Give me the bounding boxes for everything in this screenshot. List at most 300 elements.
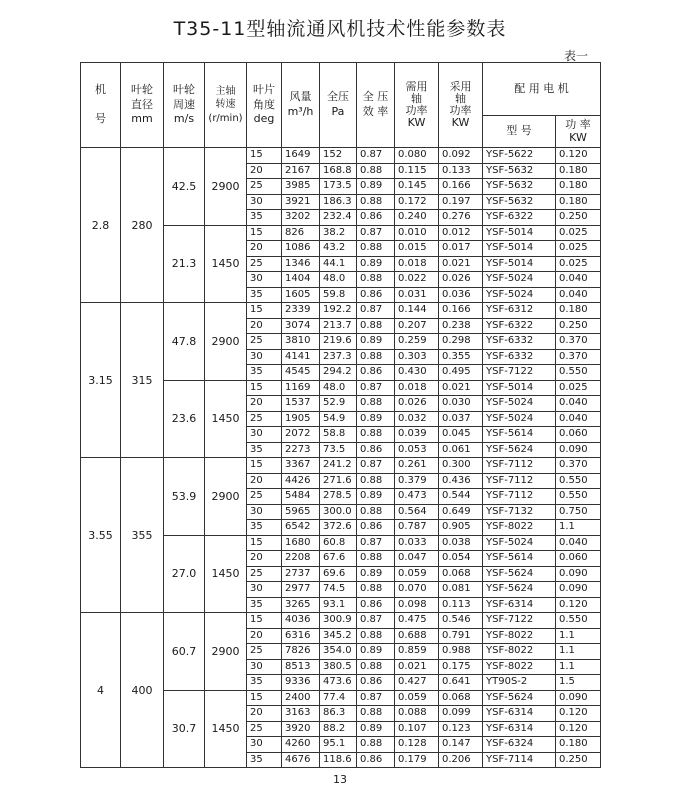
required-power-cell: 0.115 xyxy=(395,163,439,179)
blade-angle-cell: 15 xyxy=(247,303,282,319)
motor-power-cell: 0.120 xyxy=(556,706,601,722)
motor-power-cell: 0.180 xyxy=(556,194,601,210)
motor-power-cell: 0.040 xyxy=(556,396,601,412)
shaft-speed-cell: 2900 xyxy=(205,613,247,691)
motor-model-cell: YSF-6322 xyxy=(483,318,556,334)
shaft-speed-cell: 2900 xyxy=(205,458,247,536)
shaft-speed-cell: 1450 xyxy=(205,690,247,768)
motor-model-cell: YSF-6314 xyxy=(483,706,556,722)
impeller-diameter-cell: 280 xyxy=(121,148,164,303)
blade-angle-cell: 20 xyxy=(247,628,282,644)
motor-power-cell: 0.370 xyxy=(556,458,601,474)
air-volume-cell: 826 xyxy=(282,225,320,241)
blade-angle-cell: 15 xyxy=(247,690,282,706)
tip-speed-cell: 21.3 xyxy=(164,225,205,303)
adopted-power-cell: 0.276 xyxy=(439,210,483,226)
motor-model-cell: YSF-6312 xyxy=(483,303,556,319)
efficiency-cell: 0.88 xyxy=(357,628,395,644)
total-pressure-cell: 69.6 xyxy=(320,566,357,582)
air-volume-cell: 3921 xyxy=(282,194,320,210)
adopted-power-cell: 0.026 xyxy=(439,272,483,288)
shaft-speed-cell: 1450 xyxy=(205,535,247,613)
efficiency-cell: 0.88 xyxy=(357,659,395,675)
blade-angle-cell: 25 xyxy=(247,334,282,350)
motor-power-cell: 0.040 xyxy=(556,535,601,551)
efficiency-cell: 0.86 xyxy=(357,597,395,613)
efficiency-cell: 0.89 xyxy=(357,334,395,350)
blade-angle-cell: 15 xyxy=(247,535,282,551)
required-power-cell: 0.059 xyxy=(395,690,439,706)
adopted-power-cell: 0.355 xyxy=(439,349,483,365)
motor-power-cell: 0.180 xyxy=(556,179,601,195)
impeller-diameter-cell: 400 xyxy=(121,613,164,768)
air-volume-cell: 1605 xyxy=(282,287,320,303)
motor-power-cell: 0.550 xyxy=(556,489,601,505)
adopted-power-cell: 0.641 xyxy=(439,675,483,691)
efficiency-cell: 0.88 xyxy=(357,706,395,722)
motor-power-cell: 0.025 xyxy=(556,380,601,396)
motor-power-cell: 0.040 xyxy=(556,272,601,288)
machine-no-cell: 3.55 xyxy=(81,458,121,613)
required-power-cell: 0.128 xyxy=(395,737,439,753)
required-power-cell: 0.098 xyxy=(395,597,439,613)
adopted-power-cell: 0.300 xyxy=(439,458,483,474)
blade-angle-cell: 30 xyxy=(247,659,282,675)
required-power-cell: 0.018 xyxy=(395,256,439,272)
motor-model-cell: YSF-5624 xyxy=(483,442,556,458)
header-impeller-diameter: 叶轮 直径 mm xyxy=(121,63,164,148)
blade-angle-cell: 20 xyxy=(247,706,282,722)
total-pressure-cell: 58.8 xyxy=(320,427,357,443)
blade-angle-cell: 35 xyxy=(247,597,282,613)
motor-model-cell: YSF-7132 xyxy=(483,504,556,520)
air-volume-cell: 9336 xyxy=(282,675,320,691)
motor-model-cell: YSF-8022 xyxy=(483,644,556,660)
air-volume-cell: 4426 xyxy=(282,473,320,489)
header-shaft-speed: 主轴 转速 (r/min) xyxy=(205,63,247,148)
air-volume-cell: 4260 xyxy=(282,737,320,753)
motor-power-cell: 0.025 xyxy=(556,256,601,272)
total-pressure-cell: 473.6 xyxy=(320,675,357,691)
efficiency-cell: 0.87 xyxy=(357,690,395,706)
motor-power-cell: 1.1 xyxy=(556,659,601,675)
motor-model-cell: YSF-7122 xyxy=(483,613,556,629)
efficiency-cell: 0.87 xyxy=(357,303,395,319)
required-power-cell: 0.859 xyxy=(395,644,439,660)
efficiency-cell: 0.88 xyxy=(357,582,395,598)
motor-model-cell: YSF-7114 xyxy=(483,752,556,768)
required-power-cell: 0.172 xyxy=(395,194,439,210)
blade-angle-cell: 35 xyxy=(247,287,282,303)
shaft-speed-cell: 2900 xyxy=(205,148,247,226)
required-power-cell: 0.015 xyxy=(395,241,439,257)
adopted-power-cell: 0.012 xyxy=(439,225,483,241)
adopted-power-cell: 0.649 xyxy=(439,504,483,520)
total-pressure-cell: 152 xyxy=(320,148,357,164)
blade-angle-cell: 35 xyxy=(247,675,282,691)
header-motor-model: 型 号 xyxy=(483,116,556,148)
blade-angle-cell: 15 xyxy=(247,225,282,241)
air-volume-cell: 3163 xyxy=(282,706,320,722)
adopted-power-cell: 0.988 xyxy=(439,644,483,660)
motor-model-cell: YSF-5614 xyxy=(483,427,556,443)
tip-speed-cell: 30.7 xyxy=(164,690,205,768)
adopted-power-cell: 0.021 xyxy=(439,380,483,396)
required-power-cell: 0.026 xyxy=(395,396,439,412)
air-volume-cell: 4676 xyxy=(282,752,320,768)
air-volume-cell: 1086 xyxy=(282,241,320,257)
air-volume-cell: 6542 xyxy=(282,520,320,536)
total-pressure-cell: 48.0 xyxy=(320,272,357,288)
motor-power-cell: 1.5 xyxy=(556,675,601,691)
adopted-power-cell: 0.021 xyxy=(439,256,483,272)
impeller-diameter-cell: 315 xyxy=(121,303,164,458)
blade-angle-cell: 30 xyxy=(247,737,282,753)
motor-power-cell: 0.180 xyxy=(556,163,601,179)
motor-power-cell: 0.250 xyxy=(556,318,601,334)
air-volume-cell: 2072 xyxy=(282,427,320,443)
blade-angle-cell: 25 xyxy=(247,644,282,660)
motor-model-cell: YSF-5632 xyxy=(483,179,556,195)
motor-model-cell: YSF-8022 xyxy=(483,659,556,675)
blade-angle-cell: 25 xyxy=(247,411,282,427)
efficiency-cell: 0.89 xyxy=(357,566,395,582)
motor-power-cell: 0.060 xyxy=(556,427,601,443)
blade-angle-cell: 15 xyxy=(247,458,282,474)
air-volume-cell: 4545 xyxy=(282,365,320,381)
motor-power-cell: 1.1 xyxy=(556,644,601,660)
total-pressure-cell: 237.3 xyxy=(320,349,357,365)
efficiency-cell: 0.88 xyxy=(357,272,395,288)
machine-no-cell: 3.15 xyxy=(81,303,121,458)
efficiency-cell: 0.89 xyxy=(357,489,395,505)
adopted-power-cell: 0.147 xyxy=(439,737,483,753)
total-pressure-cell: 186.3 xyxy=(320,194,357,210)
air-volume-cell: 4036 xyxy=(282,613,320,629)
required-power-cell: 0.032 xyxy=(395,411,439,427)
blade-angle-cell: 35 xyxy=(247,752,282,768)
blade-angle-cell: 30 xyxy=(247,272,282,288)
total-pressure-cell: 77.4 xyxy=(320,690,357,706)
required-power-cell: 0.018 xyxy=(395,380,439,396)
air-volume-cell: 2339 xyxy=(282,303,320,319)
adopted-power-cell: 0.206 xyxy=(439,752,483,768)
tip-speed-cell: 42.5 xyxy=(164,148,205,226)
efficiency-cell: 0.88 xyxy=(357,427,395,443)
adopted-power-cell: 0.166 xyxy=(439,179,483,195)
air-volume-cell: 1905 xyxy=(282,411,320,427)
air-volume-cell: 5965 xyxy=(282,504,320,520)
required-power-cell: 0.564 xyxy=(395,504,439,520)
motor-model-cell: YSF-5014 xyxy=(483,225,556,241)
required-power-cell: 0.010 xyxy=(395,225,439,241)
required-power-cell: 0.031 xyxy=(395,287,439,303)
air-volume-cell: 1404 xyxy=(282,272,320,288)
blade-angle-cell: 30 xyxy=(247,349,282,365)
required-power-cell: 0.688 xyxy=(395,628,439,644)
adopted-power-cell: 0.175 xyxy=(439,659,483,675)
required-power-cell: 0.427 xyxy=(395,675,439,691)
air-volume-cell: 2208 xyxy=(282,551,320,567)
motor-power-cell: 0.180 xyxy=(556,303,601,319)
header-efficiency: 全 压 效 率 xyxy=(357,63,395,148)
header-motor: 配 用 电 机 xyxy=(483,63,601,116)
blade-angle-cell: 25 xyxy=(247,179,282,195)
motor-model-cell: YSF-5632 xyxy=(483,194,556,210)
header-total-pressure: 全压 Pa xyxy=(320,63,357,148)
required-power-cell: 0.379 xyxy=(395,473,439,489)
motor-power-cell: 0.250 xyxy=(556,752,601,768)
blade-angle-cell: 20 xyxy=(247,551,282,567)
efficiency-cell: 0.87 xyxy=(357,148,395,164)
motor-model-cell: YSF-5614 xyxy=(483,551,556,567)
air-volume-cell: 7826 xyxy=(282,644,320,660)
motor-model-cell: YSF-5024 xyxy=(483,287,556,303)
efficiency-cell: 0.88 xyxy=(357,318,395,334)
adopted-power-cell: 0.166 xyxy=(439,303,483,319)
total-pressure-cell: 168.8 xyxy=(320,163,357,179)
shaft-speed-cell: 1450 xyxy=(205,380,247,458)
air-volume-cell: 3367 xyxy=(282,458,320,474)
motor-model-cell: YSF-6314 xyxy=(483,597,556,613)
required-power-cell: 0.787 xyxy=(395,520,439,536)
total-pressure-cell: 294.2 xyxy=(320,365,357,381)
adopted-power-cell: 0.546 xyxy=(439,613,483,629)
motor-power-cell: 1.1 xyxy=(556,520,601,536)
machine-no-cell: 2.8 xyxy=(81,148,121,303)
tip-speed-cell: 47.8 xyxy=(164,303,205,381)
total-pressure-cell: 232.4 xyxy=(320,210,357,226)
motor-model-cell: YT90S-2 xyxy=(483,675,556,691)
adopted-power-cell: 0.037 xyxy=(439,411,483,427)
total-pressure-cell: 354.0 xyxy=(320,644,357,660)
blade-angle-cell: 35 xyxy=(247,365,282,381)
required-power-cell: 0.207 xyxy=(395,318,439,334)
adopted-power-cell: 0.099 xyxy=(439,706,483,722)
motor-model-cell: YSF-7112 xyxy=(483,473,556,489)
blade-angle-cell: 35 xyxy=(247,442,282,458)
efficiency-cell: 0.88 xyxy=(357,551,395,567)
motor-model-cell: YSF-7112 xyxy=(483,458,556,474)
required-power-cell: 0.070 xyxy=(395,582,439,598)
motor-power-cell: 0.370 xyxy=(556,349,601,365)
adopted-power-cell: 0.495 xyxy=(439,365,483,381)
adopted-power-cell: 0.298 xyxy=(439,334,483,350)
motor-power-cell: 0.550 xyxy=(556,473,601,489)
header-blade-angle: 叶片 角度 deg xyxy=(247,63,282,148)
motor-model-cell: YSF-6332 xyxy=(483,334,556,350)
tip-speed-cell: 23.6 xyxy=(164,380,205,458)
efficiency-cell: 0.87 xyxy=(357,458,395,474)
air-volume-cell: 3265 xyxy=(282,597,320,613)
adopted-power-cell: 0.038 xyxy=(439,535,483,551)
motor-model-cell: YSF-8022 xyxy=(483,628,556,644)
table-body xyxy=(81,148,601,768)
blade-angle-cell: 20 xyxy=(247,396,282,412)
blade-angle-cell: 25 xyxy=(247,256,282,272)
motor-power-cell: 0.550 xyxy=(556,613,601,629)
motor-model-cell: YSF-5024 xyxy=(483,272,556,288)
required-power-cell: 0.303 xyxy=(395,349,439,365)
total-pressure-cell: 192.2 xyxy=(320,303,357,319)
efficiency-cell: 0.87 xyxy=(357,225,395,241)
total-pressure-cell: 54.9 xyxy=(320,411,357,427)
motor-power-cell: 0.120 xyxy=(556,148,601,164)
adopted-power-cell: 0.791 xyxy=(439,628,483,644)
motor-model-cell: YSF-6324 xyxy=(483,737,556,753)
motor-model-cell: YSF-5014 xyxy=(483,241,556,257)
adopted-power-cell: 0.054 xyxy=(439,551,483,567)
motor-power-cell: 0.090 xyxy=(556,566,601,582)
motor-model-cell: YSF-5624 xyxy=(483,582,556,598)
efficiency-cell: 0.86 xyxy=(357,752,395,768)
adopted-power-cell: 0.081 xyxy=(439,582,483,598)
total-pressure-cell: 300.0 xyxy=(320,504,357,520)
blade-angle-cell: 20 xyxy=(247,473,282,489)
motor-power-cell: 0.750 xyxy=(556,504,601,520)
efficiency-cell: 0.89 xyxy=(357,644,395,660)
efficiency-cell: 0.88 xyxy=(357,473,395,489)
motor-power-cell: 0.180 xyxy=(556,737,601,753)
total-pressure-cell: 38.2 xyxy=(320,225,357,241)
motor-model-cell: YSF-5014 xyxy=(483,256,556,272)
total-pressure-cell: 44.1 xyxy=(320,256,357,272)
motor-power-cell: 0.120 xyxy=(556,597,601,613)
adopted-power-cell: 0.092 xyxy=(439,148,483,164)
shaft-speed-cell: 1450 xyxy=(205,225,247,303)
efficiency-cell: 0.89 xyxy=(357,411,395,427)
efficiency-cell: 0.87 xyxy=(357,613,395,629)
efficiency-cell: 0.88 xyxy=(357,241,395,257)
adopted-power-cell: 0.036 xyxy=(439,287,483,303)
required-power-cell: 0.088 xyxy=(395,706,439,722)
header-machine-no: 机 号 xyxy=(81,63,121,148)
total-pressure-cell: 95.1 xyxy=(320,737,357,753)
total-pressure-cell: 73.5 xyxy=(320,442,357,458)
air-volume-cell: 1680 xyxy=(282,535,320,551)
motor-model-cell: YSF-8022 xyxy=(483,520,556,536)
air-volume-cell: 1649 xyxy=(282,148,320,164)
fan-performance-table xyxy=(80,62,601,768)
total-pressure-cell: 372.6 xyxy=(320,520,357,536)
total-pressure-cell: 278.5 xyxy=(320,489,357,505)
required-power-cell: 0.022 xyxy=(395,272,439,288)
adopted-power-cell: 0.030 xyxy=(439,396,483,412)
header-tip-speed: 叶轮 周速 m/s xyxy=(164,63,205,148)
adopted-power-cell: 0.113 xyxy=(439,597,483,613)
required-power-cell: 0.475 xyxy=(395,613,439,629)
efficiency-cell: 0.88 xyxy=(357,737,395,753)
adopted-power-cell: 0.436 xyxy=(439,473,483,489)
blade-angle-cell: 30 xyxy=(247,427,282,443)
blade-angle-cell: 30 xyxy=(247,194,282,210)
required-power-cell: 0.053 xyxy=(395,442,439,458)
motor-model-cell: YSF-6322 xyxy=(483,210,556,226)
adopted-power-cell: 0.197 xyxy=(439,194,483,210)
adopted-power-cell: 0.068 xyxy=(439,690,483,706)
total-pressure-cell: 43.2 xyxy=(320,241,357,257)
air-volume-cell: 3920 xyxy=(282,721,320,737)
page-number: 13 xyxy=(333,773,347,786)
total-pressure-cell: 88.2 xyxy=(320,721,357,737)
machine-no-cell: 4 xyxy=(81,613,121,768)
table-row xyxy=(81,458,601,474)
required-power-cell: 0.107 xyxy=(395,721,439,737)
efficiency-cell: 0.86 xyxy=(357,287,395,303)
air-volume-cell: 3202 xyxy=(282,210,320,226)
adopted-power-cell: 0.544 xyxy=(439,489,483,505)
page-title: T35-11型轴流通风机技术性能参数表 xyxy=(173,18,507,40)
efficiency-cell: 0.88 xyxy=(357,504,395,520)
air-volume-cell: 4141 xyxy=(282,349,320,365)
motor-power-cell: 0.025 xyxy=(556,225,601,241)
total-pressure-cell: 67.6 xyxy=(320,551,357,567)
adopted-power-cell: 0.068 xyxy=(439,566,483,582)
shaft-speed-cell: 2900 xyxy=(205,303,247,381)
required-power-cell: 0.144 xyxy=(395,303,439,319)
efficiency-cell: 0.86 xyxy=(357,210,395,226)
total-pressure-cell: 345.2 xyxy=(320,628,357,644)
required-power-cell: 0.179 xyxy=(395,752,439,768)
blade-angle-cell: 25 xyxy=(247,489,282,505)
air-volume-cell: 1346 xyxy=(282,256,320,272)
adopted-power-cell: 0.045 xyxy=(439,427,483,443)
efficiency-cell: 0.87 xyxy=(357,380,395,396)
header-adopted-power: 采用 轴 功率 KW xyxy=(439,63,483,148)
adopted-power-cell: 0.238 xyxy=(439,318,483,334)
header-motor-power: 功 率 KW xyxy=(556,116,601,148)
total-pressure-cell: 93.1 xyxy=(320,597,357,613)
efficiency-cell: 0.86 xyxy=(357,365,395,381)
motor-model-cell: YSF-5024 xyxy=(483,396,556,412)
adopted-power-cell: 0.905 xyxy=(439,520,483,536)
blade-angle-cell: 20 xyxy=(247,318,282,334)
air-volume-cell: 2977 xyxy=(282,582,320,598)
efficiency-cell: 0.89 xyxy=(357,256,395,272)
table-label: 表一 xyxy=(563,49,588,63)
motor-model-cell: YSF-6314 xyxy=(483,721,556,737)
blade-angle-cell: 20 xyxy=(247,163,282,179)
table-row xyxy=(81,148,601,164)
blade-angle-cell: 25 xyxy=(247,566,282,582)
efficiency-cell: 0.86 xyxy=(357,520,395,536)
blade-angle-cell: 30 xyxy=(247,504,282,520)
adopted-power-cell: 0.123 xyxy=(439,721,483,737)
total-pressure-cell: 52.9 xyxy=(320,396,357,412)
efficiency-cell: 0.86 xyxy=(357,442,395,458)
adopted-power-cell: 0.061 xyxy=(439,442,483,458)
blade-angle-cell: 35 xyxy=(247,210,282,226)
table-row xyxy=(81,303,601,319)
air-volume-cell: 1169 xyxy=(282,380,320,396)
efficiency-cell: 0.88 xyxy=(357,396,395,412)
required-power-cell: 0.039 xyxy=(395,427,439,443)
efficiency-cell: 0.89 xyxy=(357,179,395,195)
air-volume-cell: 1537 xyxy=(282,396,320,412)
motor-power-cell: 0.060 xyxy=(556,551,601,567)
motor-power-cell: 0.040 xyxy=(556,411,601,427)
required-power-cell: 0.021 xyxy=(395,659,439,675)
table-row xyxy=(81,613,601,629)
required-power-cell: 0.430 xyxy=(395,365,439,381)
blade-angle-cell: 30 xyxy=(247,582,282,598)
motor-model-cell: YSF-5624 xyxy=(483,566,556,582)
efficiency-cell: 0.87 xyxy=(357,535,395,551)
total-pressure-cell: 219.6 xyxy=(320,334,357,350)
required-power-cell: 0.080 xyxy=(395,148,439,164)
total-pressure-cell: 271.6 xyxy=(320,473,357,489)
required-power-cell: 0.145 xyxy=(395,179,439,195)
